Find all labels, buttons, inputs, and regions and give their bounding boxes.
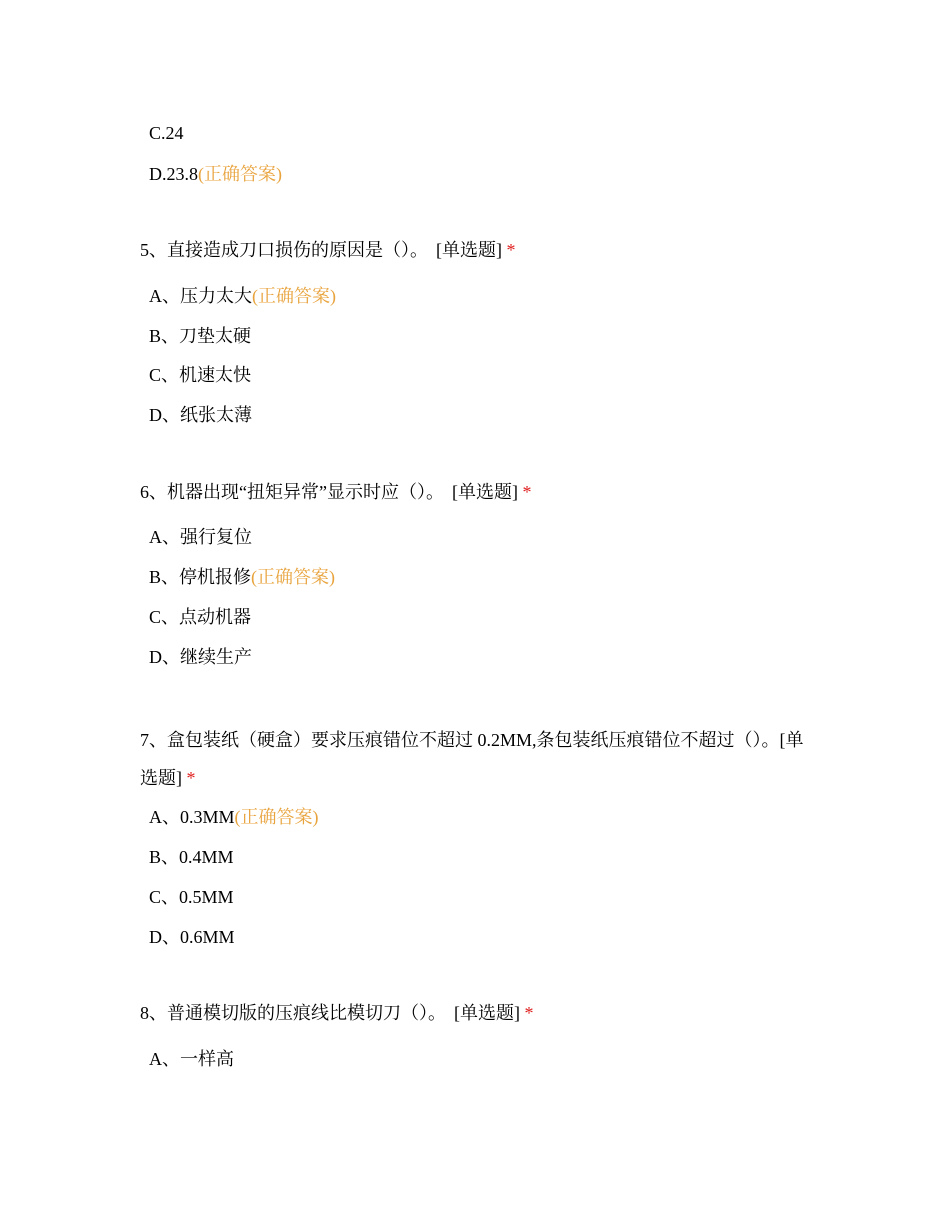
option-label: A、0.3MM <box>149 807 235 827</box>
option-8a <box>149 1046 234 1072</box>
question-type: [单选题] <box>436 240 502 260</box>
option-label: A、强行复位 <box>149 527 252 547</box>
option-6a <box>149 524 252 550</box>
question-7 <box>140 721 820 797</box>
question-type: [单选题] <box>454 1003 520 1023</box>
option-6c <box>149 604 251 630</box>
option-label: D、纸张太薄 <box>149 405 252 425</box>
option-label: A、一样高 <box>149 1049 234 1069</box>
question-type: [单选题] <box>451 482 518 502</box>
option-label: C、机速太快 <box>149 365 252 385</box>
correct-answer-mark: (正确答案) <box>252 286 336 306</box>
question-text: 5、直接造成刀口损伤的原因是（）。 <box>140 240 428 260</box>
option-5c <box>149 362 251 388</box>
question-5 <box>140 237 820 263</box>
option-label: D、0.6MM <box>149 927 235 947</box>
option-7c <box>149 884 234 910</box>
option-label: B、刀垫太硬 <box>149 326 252 346</box>
correct-answer-mark: (正确答案) <box>234 807 319 827</box>
option-label: C.24 <box>149 123 184 143</box>
option-label: A、压力太大 <box>149 286 252 306</box>
option-label: D、继续生产 <box>149 647 252 667</box>
option-label: C、0.5MM <box>149 887 234 907</box>
option-7a <box>149 804 319 830</box>
correct-answer-mark: (正确答案) <box>251 567 336 587</box>
correct-answer-mark: (正确答案) <box>198 164 282 184</box>
question-text: 7、盒包装纸（硬盒）要求压痕错位不超过 0.2MM,条包装纸压痕错位不超过（）。 <box>140 730 780 750</box>
option-6d <box>149 644 252 670</box>
option-5d <box>149 402 252 428</box>
option-label: D.23.8 <box>149 164 198 184</box>
required-mark: * <box>186 768 196 788</box>
option-6b <box>149 564 335 590</box>
option-prev-d <box>149 161 282 187</box>
option-prev-c <box>149 120 184 146</box>
option-5b <box>149 323 251 349</box>
option-7d <box>149 924 235 950</box>
option-5a <box>149 283 336 309</box>
question-6 <box>140 479 820 505</box>
option-label: B、停机报修 <box>149 567 252 587</box>
question-text: 8、普通模切版的压痕线比模切刀（）。 <box>140 1003 446 1023</box>
required-mark: * <box>522 482 532 502</box>
option-label: B、0.4MM <box>149 847 234 867</box>
question-text: 6、机器出现“扭矩异常”显示时应（）。 <box>140 482 444 502</box>
required-mark: * <box>506 240 516 260</box>
option-7b <box>149 844 234 870</box>
required-mark: * <box>524 1003 534 1023</box>
question-type: [单选题] <box>140 730 804 788</box>
question-8 <box>140 1000 820 1026</box>
option-label: C、点动机器 <box>149 607 252 627</box>
